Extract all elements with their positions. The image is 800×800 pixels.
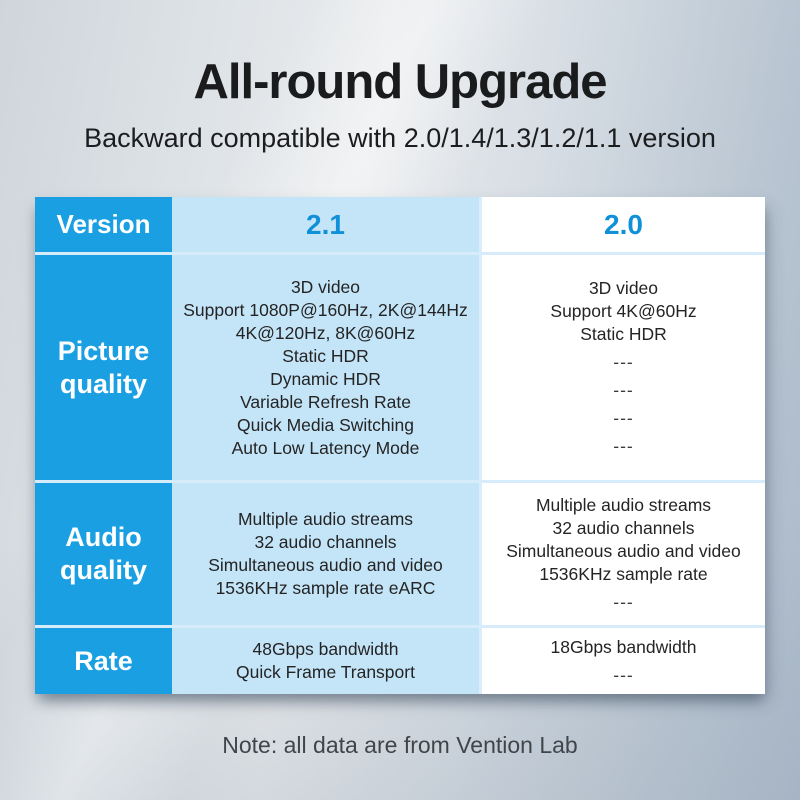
feature-line: Auto Low Latency Mode xyxy=(231,437,420,458)
footnote: Note: all data are from Vention Lab xyxy=(222,732,578,758)
feature-line: 3D video xyxy=(588,278,659,298)
not-supported-dash: --- xyxy=(613,592,634,612)
feature-line: Static HDR xyxy=(580,324,667,344)
feature-line: Multiple audio streams xyxy=(535,495,712,515)
cell-rate-2-1 xyxy=(172,625,479,694)
cell-rate-2-0 xyxy=(479,625,765,694)
row-label-audio-quality xyxy=(35,480,172,625)
not-supported-dash: --- xyxy=(613,664,634,685)
feature-line: Support 1080P@160Hz, 2K@144Hz xyxy=(183,299,468,320)
feature-line: 4K@120Hz, 8K@60Hz xyxy=(235,322,416,343)
row-label-audio-quality-text: Audio quality xyxy=(59,522,147,585)
feature-line: Static HDR xyxy=(282,345,369,366)
cell-picture-quality-2-0 xyxy=(479,252,765,480)
column-header-2-0-label: 2.0 xyxy=(604,208,643,240)
feature-line: Quick Media Switching xyxy=(236,414,415,435)
column-header-2-1-label: 2.1 xyxy=(306,208,345,240)
feature-line: Variable Refresh Rate xyxy=(240,391,411,412)
feature-line: 18Gbps bandwidth xyxy=(550,636,697,657)
feature-line: 32 audio channels xyxy=(552,518,695,538)
feature-line: Support 4K@60Hz xyxy=(550,301,697,321)
version-header-label: Version xyxy=(56,209,151,239)
column-header-2-0 xyxy=(479,197,765,252)
feature-line: 32 audio channels xyxy=(254,532,397,552)
cell-audio-quality-2-1 xyxy=(172,480,479,625)
row-label-rate xyxy=(35,625,172,694)
column-header-2-1 xyxy=(172,197,479,252)
row-label-rate-text: Rate xyxy=(74,645,133,676)
feature-line: Quick Frame Transport xyxy=(236,662,415,682)
feature-line: 48Gbps bandwidth xyxy=(252,639,399,659)
comparison-table xyxy=(35,197,765,694)
row-label-picture-quality xyxy=(35,252,172,480)
feature-line: Simultaneous audio and video xyxy=(506,541,741,561)
feature-line: Simultaneous audio and video xyxy=(208,555,443,575)
page-subtitle: Backward compatible with 2.0/1.4/1.3/1.2/1.1 version xyxy=(84,123,716,153)
feature-line: 1536KHz sample rate xyxy=(539,564,708,584)
cell-picture-quality-2-1 xyxy=(172,252,479,480)
feature-line: 3D video xyxy=(290,276,361,297)
cell-audio-quality-2-0 xyxy=(479,480,765,625)
version-header-cell xyxy=(35,197,172,252)
not-supported-dash: --- xyxy=(613,352,634,372)
feature-line: 1536KHz sample rate eARC xyxy=(215,578,436,598)
feature-line: Dynamic HDR xyxy=(270,368,381,389)
row-label-picture-quality-text: Picture quality xyxy=(57,335,150,399)
not-supported-dash: --- xyxy=(613,408,634,428)
not-supported-dash: --- xyxy=(613,380,634,400)
feature-line: Multiple audio streams xyxy=(237,509,414,529)
not-supported-dash: --- xyxy=(613,436,634,456)
page-title: All-round Upgrade xyxy=(193,55,607,109)
